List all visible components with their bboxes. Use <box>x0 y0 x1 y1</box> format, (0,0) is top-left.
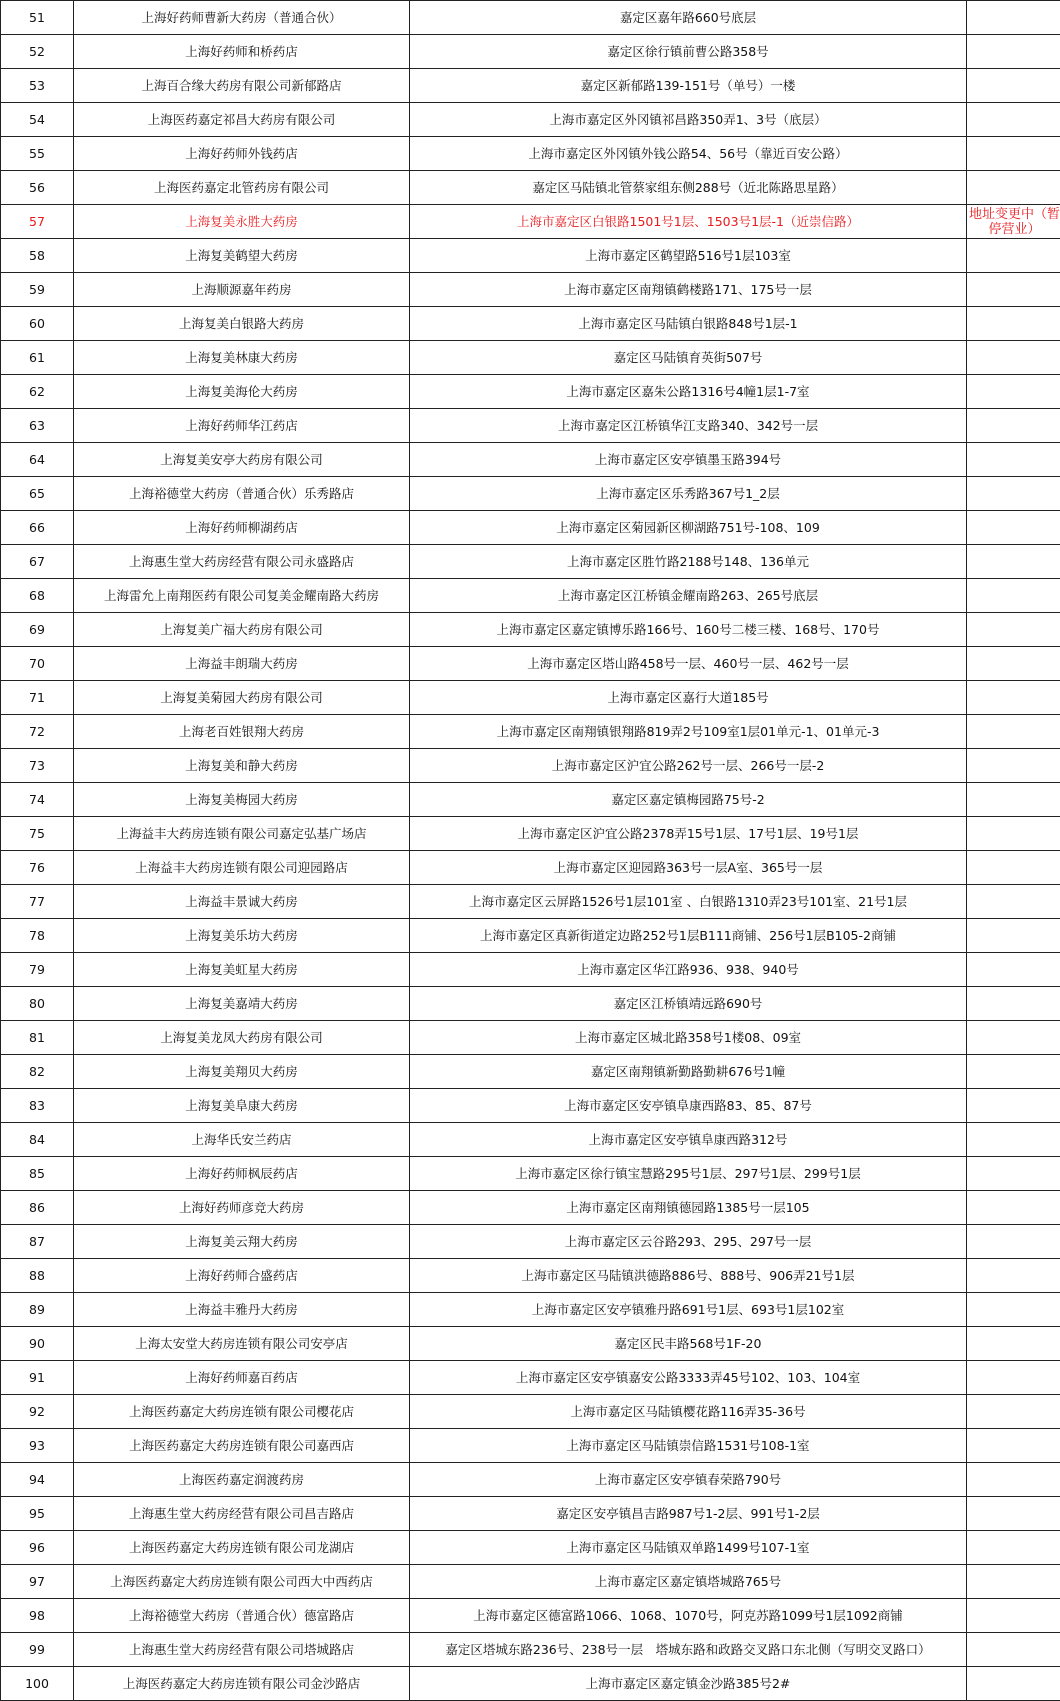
remark-cell <box>967 1021 1060 1055</box>
remark-cell <box>967 1395 1060 1429</box>
row-number-cell: 97 <box>1 1565 74 1599</box>
row-number-cell: 74 <box>1 783 74 817</box>
remark-cell <box>967 749 1060 783</box>
row-number-cell: 79 <box>1 953 74 987</box>
address-cell: 上海市嘉定区嘉定镇博乐路166号、160号二楼三楼、168号、170号 <box>410 613 967 647</box>
row-number-cell: 96 <box>1 1531 74 1565</box>
table-row <box>1 511 1060 545</box>
table-row <box>1 647 1060 681</box>
pharmacy-name-cell: 上海好药师合盛药店 <box>74 1259 410 1293</box>
address-cell: 上海市嘉定区沪宜公路2378弄15号1层、17号1层、19号1层 <box>410 817 967 851</box>
address-cell: 上海市嘉定区鹤望路516号1层103室 <box>410 239 967 273</box>
table-row <box>1 749 1060 783</box>
row-number-cell: 82 <box>1 1055 74 1089</box>
address-cell: 嘉定区安亭镇昌吉路987号1-2层、991号1-2层 <box>410 1497 967 1531</box>
remark-cell <box>967 1225 1060 1259</box>
pharmacy-name-cell: 上海太安堂大药房连锁有限公司安亭店 <box>74 1327 410 1361</box>
pharmacy-name-cell: 上海复美广福大药房有限公司 <box>74 613 410 647</box>
pharmacy-name-cell: 上海好药师枫辰药店 <box>74 1157 410 1191</box>
table-row <box>1 1293 1060 1327</box>
address-cell: 上海市嘉定区胜竹路2188号148、136单元 <box>410 545 967 579</box>
remark-cell <box>967 885 1060 919</box>
pharmacy-name-cell: 上海益丰朗瑞大药房 <box>74 647 410 681</box>
table-row <box>1 1463 1060 1497</box>
pharmacy-name-cell: 上海复美菊园大药房有限公司 <box>74 681 410 715</box>
row-number-cell: 54 <box>1 103 74 137</box>
table-row <box>1 953 1060 987</box>
pharmacy-name-cell: 上海雷允上南翔医药有限公司复美金耀南路大药房 <box>74 579 410 613</box>
row-number-cell: 81 <box>1 1021 74 1055</box>
address-cell: 上海市嘉定区云屏路1526号1层101室 、白银路1310弄23号101室、21号1层 <box>410 885 967 919</box>
pharmacy-name-cell: 上海惠生堂大药房经营有限公司昌吉路店 <box>74 1497 410 1531</box>
pharmacy-name-cell: 上海惠生堂大药房经营有限公司永盛路店 <box>74 545 410 579</box>
address-cell: 上海市嘉定区南翔镇银翔路819弄2号109室1层01单元-1、01单元-3 <box>410 715 967 749</box>
remark-cell <box>967 1123 1060 1157</box>
remark-cell <box>967 579 1060 613</box>
address-cell: 上海市嘉定区嘉定镇金沙路385号2# <box>410 1667 967 1701</box>
remark-cell <box>967 341 1060 375</box>
pharmacy-name-cell: 上海医药嘉定大药房连锁有限公司西大中西药店 <box>74 1565 410 1599</box>
remark-cell <box>967 1463 1060 1497</box>
remark-cell <box>967 239 1060 273</box>
pharmacy-name-cell: 上海华氏安兰药店 <box>74 1123 410 1157</box>
row-number-cell: 77 <box>1 885 74 919</box>
remark-cell <box>967 1361 1060 1395</box>
address-cell: 上海市嘉定区南翔镇德园路1385号一层105 <box>410 1191 967 1225</box>
table-row <box>1 1667 1060 1701</box>
address-cell: 上海市嘉定区嘉行大道185号 <box>410 681 967 715</box>
remark-cell <box>967 1565 1060 1599</box>
remark-cell <box>967 1599 1060 1633</box>
table-row <box>1 477 1060 511</box>
table-row <box>1 919 1060 953</box>
row-number-cell: 63 <box>1 409 74 443</box>
table-row <box>1 307 1060 341</box>
address-cell: 上海市嘉定区安亭镇嘉安公路3333弄45号102、103、104室 <box>410 1361 967 1395</box>
table-row <box>1 375 1060 409</box>
address-cell: 上海市嘉定区安亭镇雅丹路691号1层、693号1层102室 <box>410 1293 967 1327</box>
pharmacy-name-cell: 上海益丰大药房连锁有限公司嘉定弘基广场店 <box>74 817 410 851</box>
remark-cell <box>967 443 1060 477</box>
address-cell: 上海市嘉定区乐秀路367号1_2层 <box>410 477 967 511</box>
remark-cell <box>967 1157 1060 1191</box>
row-number-cell: 67 <box>1 545 74 579</box>
remark-cell <box>967 1089 1060 1123</box>
table-row <box>1 409 1060 443</box>
pharmacy-name-cell: 上海医药嘉定大药房连锁有限公司金沙路店 <box>74 1667 410 1701</box>
pharmacy-name-cell: 上海复美云翔大药房 <box>74 1225 410 1259</box>
pharmacy-name-cell: 上海复美翔贝大药房 <box>74 1055 410 1089</box>
address-cell: 嘉定区南翔镇新勤路勤耕676号1幢 <box>410 1055 967 1089</box>
remark-cell <box>967 35 1060 69</box>
address-cell: 嘉定区江桥镇靖远路690号 <box>410 987 967 1021</box>
address-cell: 上海市嘉定区江桥镇华江支路340、342号一层 <box>410 409 967 443</box>
row-number-cell: 87 <box>1 1225 74 1259</box>
row-number-cell: 80 <box>1 987 74 1021</box>
table-row <box>1 783 1060 817</box>
row-number-cell: 62 <box>1 375 74 409</box>
address-cell: 上海市嘉定区菊园新区柳湖路751号-108、109 <box>410 511 967 545</box>
address-cell: 上海市嘉定区江桥镇金耀南路263、265号底层 <box>410 579 967 613</box>
row-number-cell: 93 <box>1 1429 74 1463</box>
remark-cell <box>967 681 1060 715</box>
remark-cell <box>967 103 1060 137</box>
pharmacy-name-cell: 上海好药师华江药店 <box>74 409 410 443</box>
pharmacy-name-cell: 上海好药师外钱药店 <box>74 137 410 171</box>
pharmacy-name-cell: 上海好药师柳湖药店 <box>74 511 410 545</box>
pharmacy-name-cell: 上海复美虹星大药房 <box>74 953 410 987</box>
remark-cell <box>967 511 1060 545</box>
address-cell: 嘉定区马陆镇育英街507号 <box>410 341 967 375</box>
table-row <box>1 1123 1060 1157</box>
pharmacy-name-cell: 上海复美龙凤大药房有限公司 <box>74 1021 410 1055</box>
pharmacy-name-cell: 上海老百姓银翔大药房 <box>74 715 410 749</box>
table-row <box>1 1395 1060 1429</box>
table-row <box>1 273 1060 307</box>
address-cell: 上海市嘉定区安亭镇墨玉路394号 <box>410 443 967 477</box>
pharmacy-name-cell: 上海复美白银路大药房 <box>74 307 410 341</box>
address-cell: 嘉定区徐行镇前曹公路358号 <box>410 35 967 69</box>
pharmacy-name-cell: 上海好药师嘉百药店 <box>74 1361 410 1395</box>
pharmacy-name-cell: 上海百合缘大药房有限公司新郁路店 <box>74 69 410 103</box>
remark-cell <box>967 1055 1060 1089</box>
table-row <box>1 341 1060 375</box>
remark-cell <box>967 1531 1060 1565</box>
row-number-cell: 65 <box>1 477 74 511</box>
table-row <box>1 1021 1060 1055</box>
remark-cell <box>967 1293 1060 1327</box>
address-cell: 嘉定区塔城东路236号、238号一层 塔城东路和政路交叉路口东北侧（写明交叉路口） <box>410 1633 967 1667</box>
address-cell: 上海市嘉定区云谷路293、295、297号一层 <box>410 1225 967 1259</box>
pharmacy-name-cell: 上海裕德堂大药房（普通合伙）乐秀路店 <box>74 477 410 511</box>
address-cell: 嘉定区嘉年路660号底层 <box>410 1 967 35</box>
remark-cell <box>967 477 1060 511</box>
address-cell: 上海市嘉定区迎园路363号一层A室、365号一层 <box>410 851 967 885</box>
address-cell: 上海市嘉定区嘉朱公路1316号4幢1层1-7室 <box>410 375 967 409</box>
table-row <box>1 443 1060 477</box>
row-number-cell: 100 <box>1 1667 74 1701</box>
pharmacy-name-cell: 上海惠生堂大药房经营有限公司塔城路店 <box>74 1633 410 1667</box>
row-number-cell: 51 <box>1 1 74 35</box>
table-row <box>1 1089 1060 1123</box>
address-cell: 嘉定区新郁路139-151号（单号）一楼 <box>410 69 967 103</box>
remark-cell: 地址变更中（暂停营业） <box>967 205 1060 239</box>
row-number-cell: 72 <box>1 715 74 749</box>
address-cell: 上海市嘉定区外冈镇祁昌路350弄1、3号（底层） <box>410 103 967 137</box>
pharmacy-name-cell: 上海医药嘉定北管药房有限公司 <box>74 171 410 205</box>
pharmacy-name-cell: 上海复美安亭大药房有限公司 <box>74 443 410 477</box>
address-cell: 上海市嘉定区马陆镇崇信路1531号108-1室 <box>410 1429 967 1463</box>
table-row <box>1 1361 1060 1395</box>
row-number-cell: 91 <box>1 1361 74 1395</box>
pharmacy-name-cell: 上海益丰雅丹大药房 <box>74 1293 410 1327</box>
row-number-cell: 78 <box>1 919 74 953</box>
pharmacy-name-cell: 上海复美阜康大药房 <box>74 1089 410 1123</box>
address-cell: 上海市嘉定区安亭镇阜康西路312号 <box>410 1123 967 1157</box>
remark-cell <box>967 375 1060 409</box>
remark-cell <box>967 137 1060 171</box>
address-cell: 上海市嘉定区徐行镇宝慧路295号1层、297号1层、299号1层 <box>410 1157 967 1191</box>
row-number-cell: 85 <box>1 1157 74 1191</box>
pharmacy-name-cell: 上海复美永胜大药房 <box>74 205 410 239</box>
pharmacy-name-cell: 上海复美鹤望大药房 <box>74 239 410 273</box>
table-row <box>1 715 1060 749</box>
row-number-cell: 73 <box>1 749 74 783</box>
remark-cell <box>967 613 1060 647</box>
row-number-cell: 75 <box>1 817 74 851</box>
remark-cell <box>967 545 1060 579</box>
address-cell: 上海市嘉定区沪宜公路262号一层、266号一层-2 <box>410 749 967 783</box>
pharmacy-name-cell: 上海复美梅园大药房 <box>74 783 410 817</box>
address-cell: 上海市嘉定区马陆镇双单路1499号107-1室 <box>410 1531 967 1565</box>
row-number-cell: 86 <box>1 1191 74 1225</box>
table-row <box>1 1259 1060 1293</box>
table-row <box>1 205 1060 239</box>
row-number-cell: 68 <box>1 579 74 613</box>
pharmacy-name-cell: 上海裕德堂大药房（普通合伙）德富路店 <box>74 1599 410 1633</box>
table-row <box>1 137 1060 171</box>
table-row <box>1 1565 1060 1599</box>
pharmacy-name-cell: 上海复美海伦大药房 <box>74 375 410 409</box>
table-row <box>1 851 1060 885</box>
table-row <box>1 1191 1060 1225</box>
row-number-cell: 95 <box>1 1497 74 1531</box>
remark-cell <box>967 409 1060 443</box>
table-row <box>1 1157 1060 1191</box>
table-row <box>1 239 1060 273</box>
table-row <box>1 817 1060 851</box>
pharmacy-name-cell: 上海好药师曹新大药房（普通合伙） <box>74 1 410 35</box>
address-cell: 上海市嘉定区城北路358号1楼08、09室 <box>410 1021 967 1055</box>
table-row <box>1 1633 1060 1667</box>
pharmacy-name-cell: 上海复美嘉靖大药房 <box>74 987 410 1021</box>
table-row <box>1 681 1060 715</box>
remark-cell <box>967 953 1060 987</box>
table-row <box>1 1225 1060 1259</box>
remark-cell <box>967 69 1060 103</box>
table-row <box>1 35 1060 69</box>
remark-cell <box>967 987 1060 1021</box>
table-row <box>1 885 1060 919</box>
remark-cell <box>967 1497 1060 1531</box>
remark-cell <box>967 647 1060 681</box>
row-number-cell: 55 <box>1 137 74 171</box>
remark-cell <box>967 1667 1060 1701</box>
table-row <box>1 1 1060 35</box>
table-row <box>1 1429 1060 1463</box>
row-number-cell: 98 <box>1 1599 74 1633</box>
address-cell: 上海市嘉定区马陆镇洪德路886号、888号、906弄21号1层 <box>410 1259 967 1293</box>
address-cell: 上海市嘉定区塔山路458号一层、460号一层、462号一层 <box>410 647 967 681</box>
row-number-cell: 90 <box>1 1327 74 1361</box>
address-cell: 上海市嘉定区德富路1066、1068、1070号，阿克苏路1099号1层1092商铺 <box>410 1599 967 1633</box>
row-number-cell: 52 <box>1 35 74 69</box>
row-number-cell: 89 <box>1 1293 74 1327</box>
address-cell: 上海市嘉定区安亭镇阜康西路83、85、87号 <box>410 1089 967 1123</box>
table-body <box>1 1 1060 1701</box>
remark-cell <box>967 715 1060 749</box>
row-number-cell: 76 <box>1 851 74 885</box>
table-row <box>1 1531 1060 1565</box>
row-number-cell: 53 <box>1 69 74 103</box>
pharmacy-name-cell: 上海医药嘉定大药房连锁有限公司樱花店 <box>74 1395 410 1429</box>
remark-cell <box>967 851 1060 885</box>
address-cell: 上海市嘉定区外冈镇外钱公路54、56号（靠近百安公路） <box>410 137 967 171</box>
pharmacy-name-cell: 上海益丰景诚大药房 <box>74 885 410 919</box>
row-number-cell: 57 <box>1 205 74 239</box>
row-number-cell: 64 <box>1 443 74 477</box>
pharmacy-name-cell: 上海好药师和桥药店 <box>74 35 410 69</box>
row-number-cell: 70 <box>1 647 74 681</box>
address-cell: 嘉定区民丰路568号1F-20 <box>410 1327 967 1361</box>
remark-cell <box>967 783 1060 817</box>
remark-cell <box>967 1633 1060 1667</box>
pharmacy-name-cell: 上海复美林康大药房 <box>74 341 410 375</box>
row-number-cell: 58 <box>1 239 74 273</box>
table-row <box>1 545 1060 579</box>
remark-cell <box>967 919 1060 953</box>
remark-cell <box>967 1327 1060 1361</box>
row-number-cell: 99 <box>1 1633 74 1667</box>
pharmacy-name-cell: 上海医药嘉定大药房连锁有限公司龙湖店 <box>74 1531 410 1565</box>
row-number-cell: 69 <box>1 613 74 647</box>
row-number-cell: 59 <box>1 273 74 307</box>
remark-cell <box>967 1191 1060 1225</box>
address-cell: 上海市嘉定区马陆镇樱花路116弄35-36号 <box>410 1395 967 1429</box>
table-row <box>1 1327 1060 1361</box>
pharmacy-name-cell: 上海复美乐坊大药房 <box>74 919 410 953</box>
table-row <box>1 987 1060 1021</box>
row-number-cell: 84 <box>1 1123 74 1157</box>
pharmacy-name-cell: 上海医药嘉定祁昌大药房有限公司 <box>74 103 410 137</box>
remark-cell <box>967 1259 1060 1293</box>
remark-cell <box>967 817 1060 851</box>
table-row <box>1 613 1060 647</box>
table-row <box>1 69 1060 103</box>
address-cell: 上海市嘉定区华江路936、938、940号 <box>410 953 967 987</box>
table-row <box>1 1497 1060 1531</box>
address-cell: 上海市嘉定区真新街道定边路252号1层B111商铺、256号1层B105-2商铺 <box>410 919 967 953</box>
pharmacy-name-cell: 上海医药嘉定润渡药房 <box>74 1463 410 1497</box>
row-number-cell: 92 <box>1 1395 74 1429</box>
remark-cell <box>967 273 1060 307</box>
row-number-cell: 71 <box>1 681 74 715</box>
pharmacy-name-cell: 上海医药嘉定大药房连锁有限公司嘉西店 <box>74 1429 410 1463</box>
remark-cell <box>967 1 1060 35</box>
pharmacy-name-cell: 上海好药师彦竞大药房 <box>74 1191 410 1225</box>
row-number-cell: 66 <box>1 511 74 545</box>
row-number-cell: 60 <box>1 307 74 341</box>
address-cell: 上海市嘉定区马陆镇白银路848号1层-1 <box>410 307 967 341</box>
pharmacy-name-cell: 上海顺源嘉年药房 <box>74 273 410 307</box>
row-number-cell: 83 <box>1 1089 74 1123</box>
remark-cell <box>967 171 1060 205</box>
address-cell: 上海市嘉定区白银路1501号1层、1503号1层-1（近崇信路） <box>410 205 967 239</box>
table-row <box>1 579 1060 613</box>
table-row <box>1 103 1060 137</box>
remark-cell <box>967 307 1060 341</box>
row-number-cell: 88 <box>1 1259 74 1293</box>
row-number-cell: 56 <box>1 171 74 205</box>
row-number-cell: 94 <box>1 1463 74 1497</box>
pharmacy-name-cell: 上海复美和静大药房 <box>74 749 410 783</box>
address-cell: 上海市嘉定区嘉定镇塔城路765号 <box>410 1565 967 1599</box>
table-row <box>1 1055 1060 1089</box>
table-row <box>1 171 1060 205</box>
address-cell: 嘉定区马陆镇北管蔡家组东侧288号（近北陈路思星路） <box>410 171 967 205</box>
address-cell: 上海市嘉定区安亭镇春荣路790号 <box>410 1463 967 1497</box>
address-cell: 上海市嘉定区南翔镇鹤楼路171、175号一层 <box>410 273 967 307</box>
pharmacy-name-cell: 上海益丰大药房连锁有限公司迎园路店 <box>74 851 410 885</box>
row-number-cell: 61 <box>1 341 74 375</box>
address-cell: 嘉定区嘉定镇梅园路75号-2 <box>410 783 967 817</box>
table-row <box>1 1599 1060 1633</box>
remark-cell <box>967 1429 1060 1463</box>
